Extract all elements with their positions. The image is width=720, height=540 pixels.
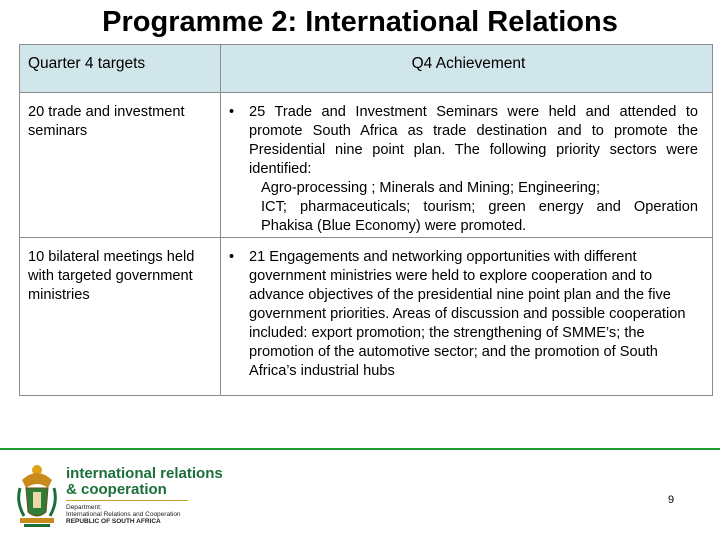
target-text: 20 trade and investment seminars: [28, 104, 185, 139]
achievement-text: 21 Engagements and networking opportunities with different government ministries were held to explore cooperation and to advance objectives of the presidential nine point plan and the five government priorities. Areas of discussion and possible cooperation included: export promotion; the strengthening of SMME’s; the promotion of the automotive sector; and the promotion of South Africa’s industrial hubs: [249, 249, 686, 379]
header-achievement: [221, 45, 713, 93]
brand-rule: [66, 500, 188, 501]
header-achievement-label: Q4 Achievement: [411, 55, 526, 72]
target-cell: [20, 238, 221, 396]
achievement-item: [221, 238, 712, 381]
bullet: •: [229, 249, 235, 265]
footer-divider: [0, 448, 720, 450]
sectors-line-1: Agro-processing ; Minerals and Mining; Engineering;: [261, 180, 601, 196]
org-name-line-2: & cooperation: [66, 481, 167, 498]
achievement-text: 25 Trade and Investment Seminars were held and attended to promote South Africa as trade destination and to promote the Presidential nine point plan. The following priority sectors were identified:: [249, 104, 698, 177]
bullet: •: [229, 104, 235, 120]
target-text: 10 bilateral meetings held with targeted government ministries: [28, 249, 195, 303]
header-targets-label: Quarter 4 targets: [28, 55, 146, 72]
coat-of-arms-icon: [14, 462, 60, 535]
achievement-cell: [221, 238, 713, 396]
table-row: [20, 93, 713, 238]
dept-label: Department:: [66, 504, 102, 511]
org-name-line-1: international relations: [66, 465, 223, 482]
page-number: 9: [668, 494, 675, 506]
header-targets: [20, 45, 221, 93]
table-header-row: [20, 45, 713, 93]
table-row: [20, 238, 713, 396]
dept-name: International Relations and Cooperation: [66, 511, 181, 518]
achievement-item: [221, 93, 712, 236]
sectors-line-2: ICT; pharmaceuticals; tourism; green energy and Operation Phakisa (Blue Economy) were promoted.: [261, 199, 698, 234]
target-cell: [20, 93, 221, 238]
country-name: REPUBLIC OF SOUTH AFRICA: [66, 518, 161, 525]
targets-table: [19, 44, 713, 396]
slide-title: Programme 2: International Relations: [102, 6, 618, 38]
achievement-cell: [221, 93, 713, 238]
